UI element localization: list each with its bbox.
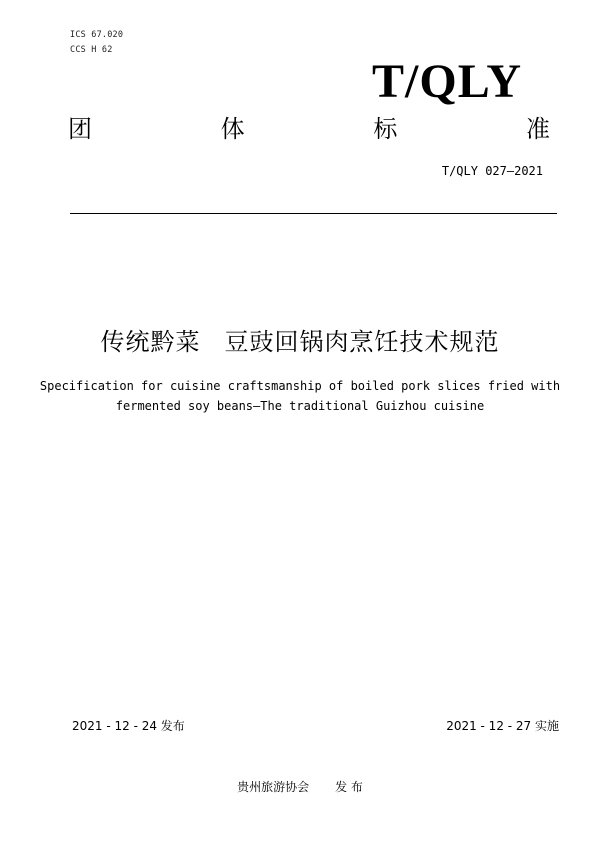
standard-logo: T/QLY xyxy=(372,55,522,108)
header-divider xyxy=(70,213,557,214)
ics-code: ICS 67.020 xyxy=(70,30,124,40)
implementation-date: 2021 - 12 - 27 实施 xyxy=(446,719,559,733)
issue-date: 2021 - 12 - 24 发布 xyxy=(72,719,185,733)
ccs-code: CCS H 62 xyxy=(70,45,113,55)
english-title-line2: fermented soy beans—The traditional Guizhou cuisine xyxy=(115,399,485,413)
chinese-title-part2: 豆豉回锅肉烹饪技术规范 xyxy=(224,328,500,356)
publisher-name: 贵州旅游协会 xyxy=(237,780,310,794)
publisher-line xyxy=(0,778,600,795)
standard-type-char: 体 xyxy=(220,115,245,143)
standard-type-char: 标 xyxy=(373,115,398,143)
standard-type-char: 准 xyxy=(525,115,550,143)
chinese-title xyxy=(0,330,600,354)
chinese-title-part1: 传统黔菜 xyxy=(100,328,201,356)
standard-type-heading xyxy=(68,117,550,141)
english-title-line1: Specification for cuisine craftsmanship of boiled pork slices fried with xyxy=(39,379,561,393)
standard-type-char: 团 xyxy=(68,115,92,143)
standard-number: T/QLY 027—2021 xyxy=(441,164,543,178)
publish-label: 发 布 xyxy=(335,780,363,794)
